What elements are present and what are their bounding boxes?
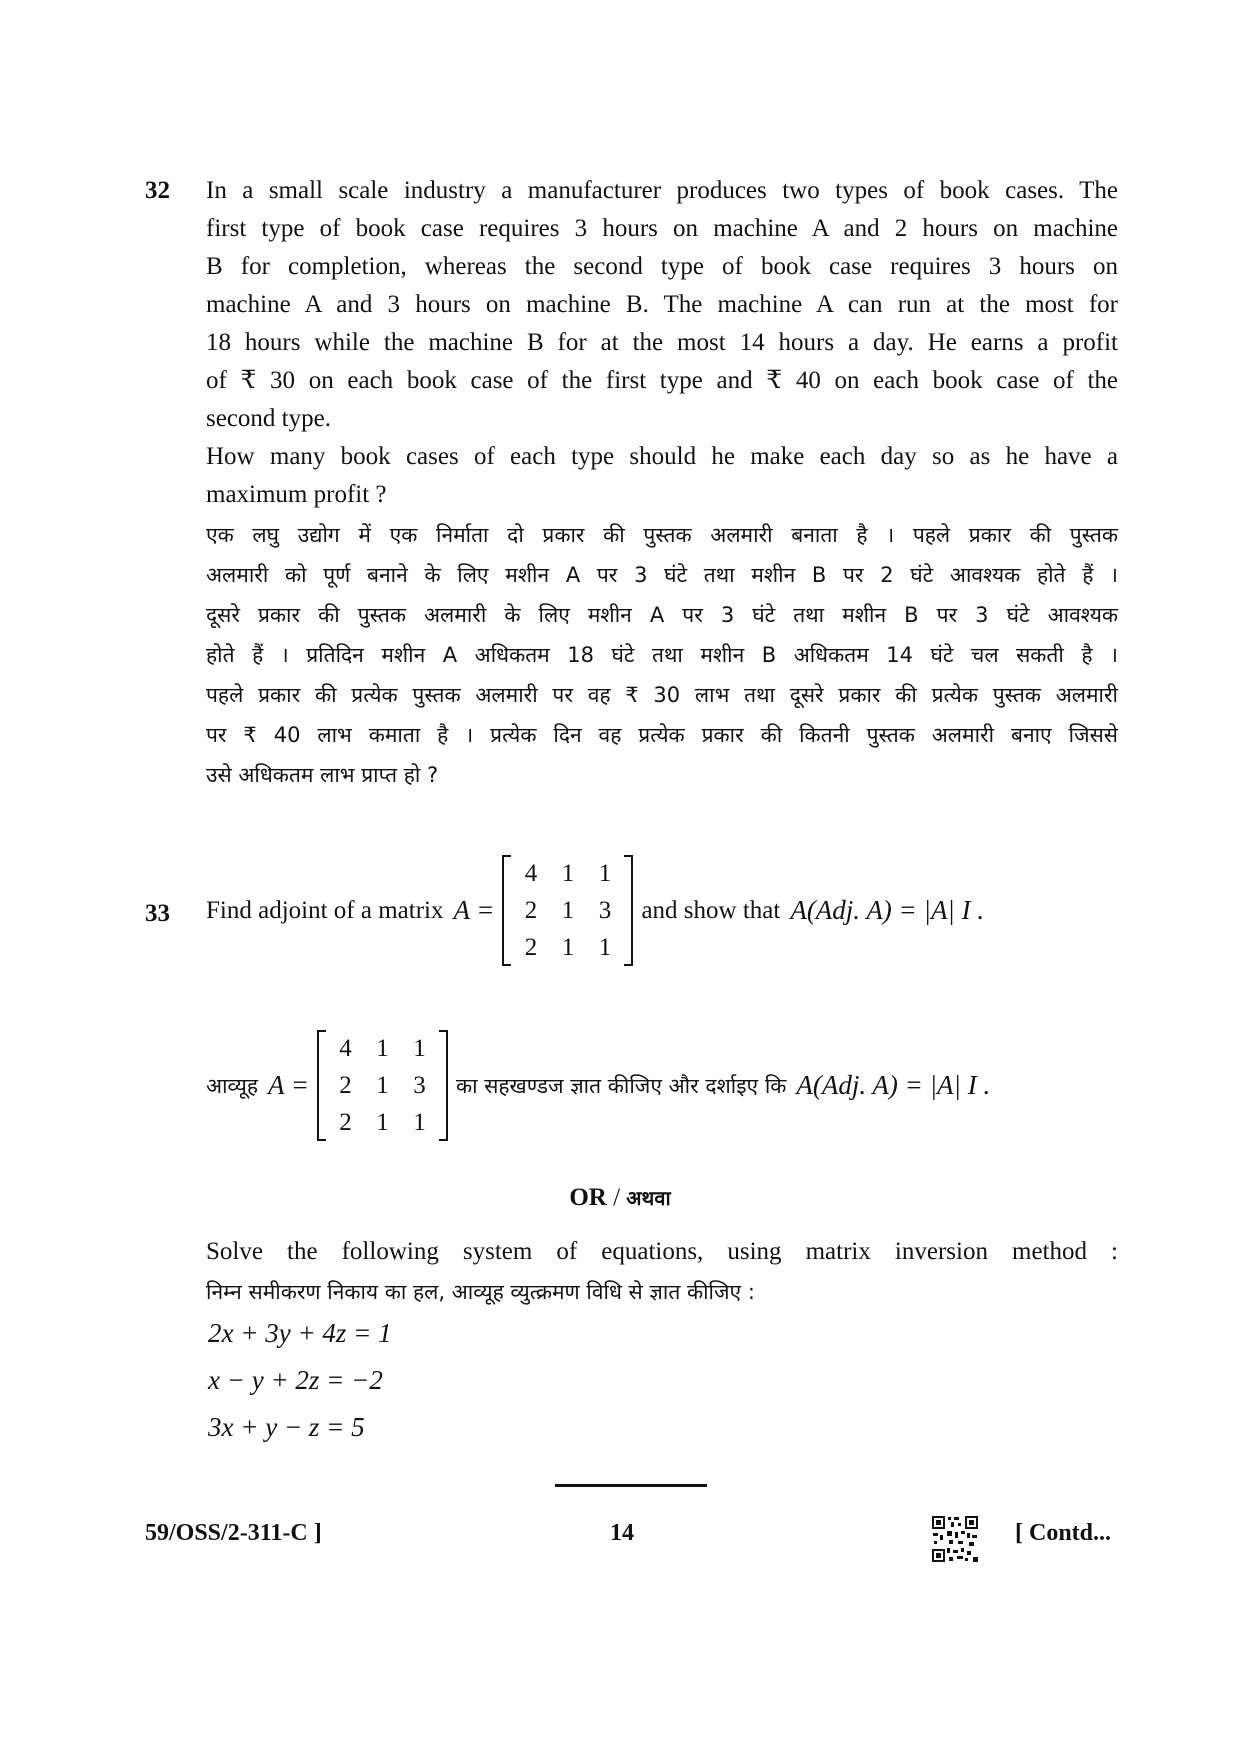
alternative-question-hindi: [206, 1272, 1118, 1312]
matrix-cell: 1: [561, 859, 575, 887]
matrix-cell: 2: [524, 896, 538, 924]
question-number: 33: [145, 900, 170, 927]
question-text: Find adjoint of a matrix: [206, 896, 444, 924]
matrix-cell: 4: [524, 859, 538, 887]
text-line: होते हैं । प्रतिदिन मशीन A अधिकतम 18 घंटे तथा मशीन B अधिकतम 14 घंटे चल सकती है ।: [206, 643, 1118, 667]
matrix-cell: 1: [561, 896, 575, 924]
text-line: दूसरे प्रकार की पुस्तक अलमारी के लिए मशीन A पर 3 घंटे तथा मशीन B पर 3 घंटे आवश्यक: [206, 603, 1118, 627]
question-text: का सहखण्डज ज्ञात कीजिए और दर्शाइए कि: [455, 1073, 787, 1098]
text-line: In a small scale industry a manufacturer produces two types of book cases. The: [206, 177, 1118, 204]
matrix-cell: 1: [413, 1108, 426, 1136]
equation: x − y + 2z = −2: [208, 1365, 383, 1395]
text-line: उसे अधिकतम लाभ प्राप्त हो ?: [206, 763, 439, 787]
text-line: निम्न समीकरण निकाय का हल, आव्यूह व्युत्क्रमण विधि से ज्ञात कीजिए :: [206, 1280, 755, 1304]
or-label: OR: [569, 1184, 607, 1211]
qr-code-icon: [931, 1515, 979, 1563]
text-line: पर ₹ 40 लाभ कमाता है । प्रत्येक दिन वह प्रत्येक प्रकार की कितनी पुस्तक अलमारी बनाए जिससे: [206, 723, 1118, 747]
equation: 3x + y − z = 5: [208, 1412, 365, 1442]
text-line: maximum profit ?: [206, 481, 387, 508]
text-line: B for completion, whereas the second type of book case requires 3 hours on: [206, 253, 1118, 280]
equation: 2x + 3y + 4z = 1: [208, 1318, 392, 1348]
text-line: How many book cases of each type should he make each day so as he have a: [206, 443, 1118, 470]
text-line: 18 hours while the machine B for at the most 14 hours a day. He earns a profit: [206, 329, 1118, 356]
question-32-hindi: [206, 515, 1118, 795]
identity-expression: A(Adj. A) = |A| I .: [790, 895, 985, 925]
end-rule: [555, 1484, 707, 1487]
matrix-cell: 4: [339, 1034, 352, 1062]
matrix-cell: 2: [339, 1071, 352, 1099]
matrix-cell: 2: [339, 1108, 352, 1136]
matrix-cell: 3: [413, 1071, 426, 1099]
matrix-label: A =: [453, 895, 495, 925]
text-line: of ₹ 30 on each book case of the first type and ₹ 40 on each book case of the: [206, 367, 1118, 394]
matrix-cell: 3: [598, 896, 612, 924]
or-separator: /: [613, 1184, 621, 1211]
matrix-cell: 1: [413, 1034, 426, 1062]
question-text: and show that: [641, 896, 781, 924]
matrix-a: [502, 855, 633, 966]
matrix-cell: 1: [376, 1108, 389, 1136]
text-line: first type of book case requires 3 hours on machine A and 2 hours on machine: [206, 215, 1118, 242]
text-line: Solve the following system of equations, using matrix inversion method :: [206, 1238, 1118, 1265]
text-line: second type.: [206, 405, 331, 432]
question-33-english: [206, 855, 984, 966]
matrix-cell: 1: [598, 933, 612, 961]
matrix-label: A =: [267, 1070, 309, 1100]
text-line: अलमारी को पूर्ण बनाने के लिए मशीन A पर 3 घंटे तथा मशीन B पर 2 घंटे आवश्यक होते हैं ।: [206, 563, 1118, 587]
question-33-hindi: [206, 1030, 990, 1141]
text-line: पहले प्रकार की प्रत्येक पुस्तक अलमारी पर वह ₹ 30 लाभ तथा दूसरे प्रकार की प्रत्येक पुस्तक अलमारी: [206, 683, 1118, 707]
or-divider: [0, 1184, 1240, 1212]
text-line: एक लघु उद्योग में एक निर्माता दो प्रकार की पुस्तक अलमारी बनाता है । पहले प्रकार की पुस्तक: [206, 523, 1118, 547]
identity-expression: A(Adj. A) = |A| I .: [796, 1070, 991, 1100]
or-label-hindi: अथवा: [626, 1186, 671, 1210]
matrix-cell: 1: [376, 1034, 389, 1062]
question-32-english: [206, 172, 1118, 514]
matrix-cell: 1: [376, 1071, 389, 1099]
paper-code: 59/OSS/2-311-C ]: [145, 1520, 322, 1546]
alternative-question-english: [206, 1233, 1118, 1271]
matrix-cell: 1: [561, 933, 575, 961]
page-number: 14: [610, 1520, 634, 1546]
continued-label: [ Contd...: [1015, 1520, 1112, 1546]
matrix-cell: 2: [524, 933, 538, 961]
text-line: machine A and 3 hours on machine B. The machine A can run at the most for: [206, 291, 1118, 318]
question-text: आव्यूह: [206, 1073, 258, 1098]
matrix-cell: 1: [598, 859, 612, 887]
question-number: 32: [145, 177, 170, 204]
matrix-a: [317, 1030, 448, 1141]
